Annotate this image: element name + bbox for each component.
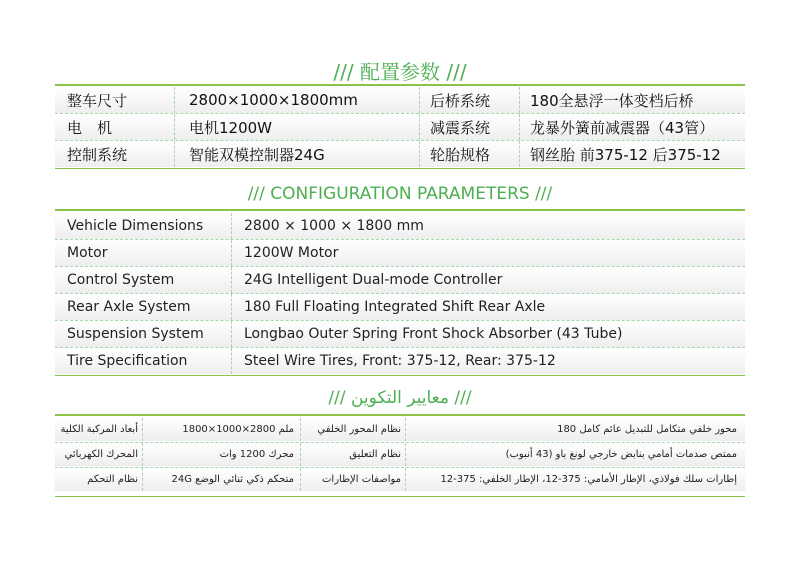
ar-label-rear-axle: نظام المحور الخلفي — [301, 418, 406, 441]
ar-value-dimensions: ملم 2800×1000×1800 — [143, 418, 301, 441]
en-value-control: 24G Intelligent Dual-mode Controller — [244, 272, 503, 288]
ar-label-tires: مواصفات الإطارات — [301, 468, 406, 491]
ar-label-motor: المحرك الكهربائي — [55, 443, 143, 466]
zh-bottom-rule — [55, 168, 745, 169]
en-label-control: Control System — [55, 267, 232, 293]
en-label-dimensions: Vehicle Dimensions — [55, 213, 232, 239]
en-value-dimensions: 2800 × 1000 × 1800 mm — [244, 218, 424, 234]
ar-row — [55, 443, 745, 466]
zh-value-motor: 电机1200W — [175, 114, 420, 140]
en-value-rear-axle: 180 Full Floating Integrated Shift Rear Axle — [244, 299, 546, 315]
zh-row — [55, 114, 745, 140]
ar-row — [55, 468, 745, 491]
en-row — [55, 294, 745, 320]
ar-value-motor: محرك 1200 وات — [143, 443, 301, 466]
zh-section-title: /// 配置参数 /// — [333, 60, 467, 84]
zh-value-suspension: 龙暴外簧前减震器（43管） — [530, 118, 715, 137]
ar-row — [55, 418, 745, 441]
en-bottom-rule — [55, 375, 745, 376]
zh-value-rear-axle: 180全悬浮一体变档后桥 — [530, 91, 694, 110]
zh-value-control: 智能双模控制器24G — [175, 141, 420, 167]
en-label-tires: Tire Specification — [55, 348, 232, 374]
ar-label-suspension: نظام التعليق — [301, 443, 406, 466]
zh-row — [55, 87, 745, 113]
en-row — [55, 321, 745, 347]
en-row — [55, 267, 745, 293]
en-value-motor: 1200W Motor — [244, 245, 339, 261]
zh-value-tires: 钢丝胎 前375-12 后375-12 — [530, 145, 721, 164]
en-value-tires: Steel Wire Tires, Front: 375-12, Rear: 375-12 — [244, 353, 556, 369]
en-section-title: /// CONFIGURATION PARAMETERS /// — [247, 184, 553, 204]
en-row — [55, 348, 745, 374]
zh-label-control: 控制系统 — [55, 141, 175, 167]
ar-label-dimensions: أبعاد المركبة الكلية — [55, 418, 143, 441]
zh-label-motor: 电 机 — [55, 114, 175, 140]
en-label-suspension: Suspension System — [55, 321, 232, 347]
ar-section-title: /// معايير التكوين /// — [328, 388, 472, 408]
en-value-suspension: Longbao Outer Spring Front Shock Absorber (43 Tube) — [244, 326, 623, 342]
en-row — [55, 213, 745, 239]
ar-top-rule — [55, 414, 745, 416]
zh-label-rear-axle: 后桥系统 — [420, 87, 520, 113]
en-top-rule — [55, 209, 745, 211]
ar-label-control: نظام التحكم — [55, 468, 143, 491]
zh-label-suspension: 减震系统 — [420, 114, 520, 140]
en-label-motor: Motor — [55, 240, 232, 266]
ar-value-control: متحكم ذكي ثنائي الوضع 24G — [143, 468, 301, 491]
zh-row — [55, 141, 745, 167]
zh-label-tires: 轮胎规格 — [420, 141, 520, 167]
en-label-rear-axle: Rear Axle System — [55, 294, 232, 320]
ar-value-rear-axle: محور خلفي متكامل للتبديل عائم كامل 180 — [557, 424, 737, 435]
ar-value-tires: إطارات سلك فولاذي، الإطار الأمامي: 375-12، الإطار الخلفي: 375-12 — [440, 474, 737, 485]
en-row — [55, 240, 745, 266]
zh-label-dimensions: 整车尺寸 — [55, 87, 175, 113]
zh-value-dimensions: 2800×1000×1800mm — [175, 87, 420, 113]
ar-bottom-rule — [55, 496, 745, 497]
ar-value-suspension: ممتص صدمات أمامي بنابض خارجي لونغ باو (43 أنبوب) — [505, 449, 737, 460]
zh-top-rule — [55, 84, 745, 86]
